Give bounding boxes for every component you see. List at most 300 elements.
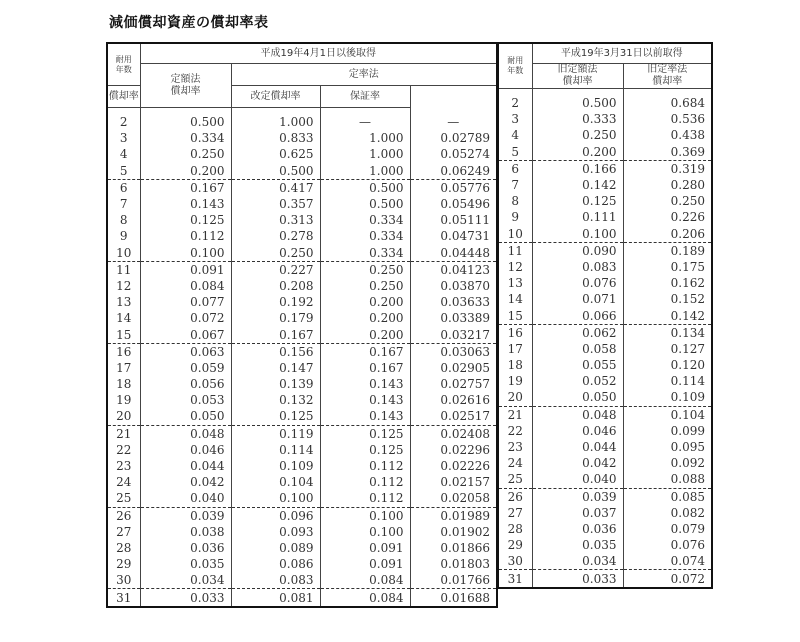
cell-db: 0.120 bbox=[623, 357, 712, 373]
cell-gua: 0.02157 bbox=[410, 474, 497, 490]
cell-life: 20 bbox=[107, 408, 140, 425]
table-row bbox=[107, 392, 497, 408]
cell-rev: 0.334 bbox=[320, 245, 410, 262]
table-row bbox=[107, 343, 497, 360]
cell-rev: 0.100 bbox=[320, 507, 410, 524]
cell-db: 0.175 bbox=[623, 259, 712, 275]
cell-db: 0.226 bbox=[623, 209, 712, 225]
table-row bbox=[107, 474, 497, 490]
cell-rev: 0.143 bbox=[320, 392, 410, 408]
table-row bbox=[107, 540, 497, 556]
new-rate-body bbox=[107, 108, 497, 607]
table-row bbox=[107, 310, 497, 326]
cell-db: 0.132 bbox=[231, 392, 320, 408]
table-row bbox=[498, 160, 712, 177]
cell-db: 0.438 bbox=[623, 127, 712, 143]
table-row bbox=[498, 439, 712, 455]
old-declining-balance-rate-header-label: 旧定率法 償却率 bbox=[647, 64, 688, 87]
table-row bbox=[107, 556, 497, 572]
cell-life: 9 bbox=[107, 228, 140, 244]
table-row bbox=[498, 389, 712, 406]
cell-life: 25 bbox=[107, 490, 140, 507]
cell-sl: 0.048 bbox=[140, 425, 231, 442]
cell-life: 28 bbox=[498, 521, 532, 537]
cell-rev: 0.091 bbox=[320, 556, 410, 572]
cell-sl: 0.500 bbox=[140, 108, 231, 131]
table-row bbox=[498, 144, 712, 161]
cell-life: 15 bbox=[107, 326, 140, 343]
cell-db: 0.104 bbox=[231, 474, 320, 490]
cell-db: 0.179 bbox=[231, 310, 320, 326]
cell-db: 0.092 bbox=[623, 455, 712, 471]
cell-sl: 0.038 bbox=[140, 524, 231, 540]
table-row bbox=[498, 341, 712, 357]
cell-gua: 0.05776 bbox=[410, 179, 497, 196]
cell-db: 0.162 bbox=[623, 275, 712, 291]
table-row bbox=[498, 406, 712, 423]
cell-rev: 0.112 bbox=[320, 458, 410, 474]
cell-sl: 0.167 bbox=[140, 179, 231, 196]
db-guarantee-rate-header: 保証率 bbox=[320, 86, 410, 108]
cell-rev: 0.334 bbox=[320, 228, 410, 244]
cell-sl: 0.046 bbox=[532, 423, 623, 439]
table-row bbox=[498, 275, 712, 291]
cell-rev: 1.000 bbox=[320, 163, 410, 180]
cell-db: 0.114 bbox=[623, 373, 712, 389]
straight-line-rate-header bbox=[140, 64, 231, 108]
cell-sl: 0.036 bbox=[140, 540, 231, 556]
cell-sl: 0.166 bbox=[532, 160, 623, 177]
table-row bbox=[107, 261, 497, 278]
table-row bbox=[498, 373, 712, 389]
cell-db: 0.134 bbox=[623, 324, 712, 341]
page-title: 減価償却資産の償却率表 bbox=[109, 15, 269, 31]
cell-rev: 0.100 bbox=[320, 524, 410, 540]
cell-db: 0.208 bbox=[231, 278, 320, 294]
cell-life: 2 bbox=[498, 89, 532, 112]
cell-gua: 0.05274 bbox=[410, 146, 497, 162]
table-row bbox=[498, 553, 712, 570]
cell-sl: 0.034 bbox=[140, 572, 231, 589]
cell-life: 26 bbox=[498, 488, 532, 505]
cell-gua: 0.03389 bbox=[410, 310, 497, 326]
table-row bbox=[107, 294, 497, 310]
cell-db: 0.076 bbox=[623, 537, 712, 553]
cell-db: 0.147 bbox=[231, 360, 320, 376]
cell-db: 0.357 bbox=[231, 196, 320, 212]
cell-sl: 0.334 bbox=[140, 130, 231, 146]
table-row bbox=[498, 537, 712, 553]
table-row bbox=[107, 360, 497, 376]
cell-db: 0.086 bbox=[231, 556, 320, 572]
cell-sl: 0.059 bbox=[140, 360, 231, 376]
cell-gua: 0.02789 bbox=[410, 130, 497, 146]
cell-rev: 0.084 bbox=[320, 589, 410, 607]
cell-life: 4 bbox=[107, 146, 140, 162]
cell-life: 22 bbox=[107, 442, 140, 458]
cell-life: 21 bbox=[107, 425, 140, 442]
table-row bbox=[107, 196, 497, 212]
cell-life: 21 bbox=[498, 406, 532, 423]
cell-life: 9 bbox=[498, 209, 532, 225]
table-row bbox=[107, 589, 497, 607]
table-row bbox=[107, 163, 497, 180]
cell-sl: 0.200 bbox=[140, 163, 231, 180]
cell-life: 17 bbox=[498, 341, 532, 357]
cell-sl: 0.033 bbox=[140, 589, 231, 607]
table-row bbox=[107, 490, 497, 507]
table-row bbox=[498, 570, 712, 588]
cell-life: 3 bbox=[107, 130, 140, 146]
cell-life: 7 bbox=[498, 177, 532, 193]
cell-life: 30 bbox=[498, 553, 532, 570]
cell-sl: 0.063 bbox=[140, 343, 231, 360]
cell-gua: 0.02757 bbox=[410, 376, 497, 392]
cell-rev: 1.000 bbox=[320, 130, 410, 146]
cell-gua: 0.02616 bbox=[410, 392, 497, 408]
cell-sl: 0.035 bbox=[532, 537, 623, 553]
cell-life: 22 bbox=[498, 423, 532, 439]
cell-rev: — bbox=[320, 108, 410, 131]
cell-sl: 0.071 bbox=[532, 291, 623, 307]
cell-db: 0.081 bbox=[231, 589, 320, 607]
cell-gua: 0.01989 bbox=[410, 507, 497, 524]
cell-rev: 0.125 bbox=[320, 425, 410, 442]
straight-line-rate-header-label: 定額法 償却率 bbox=[170, 73, 201, 97]
cell-db: 0.227 bbox=[231, 261, 320, 278]
old-straight-line-rate-header-label: 旧定額法 償却率 bbox=[557, 64, 598, 87]
cell-life: 10 bbox=[107, 245, 140, 262]
cell-gua: 0.03633 bbox=[410, 294, 497, 310]
old-rate-table bbox=[497, 42, 713, 589]
table-row bbox=[498, 324, 712, 341]
table-row bbox=[498, 242, 712, 259]
cell-db: 0.114 bbox=[231, 442, 320, 458]
cell-db: 0.417 bbox=[231, 179, 320, 196]
cell-db: 0.072 bbox=[623, 570, 712, 588]
table-row bbox=[498, 127, 712, 143]
cell-gua: 0.01902 bbox=[410, 524, 497, 540]
cell-gua: 0.04123 bbox=[410, 261, 497, 278]
cell-db: 0.079 bbox=[623, 521, 712, 537]
table-row bbox=[498, 111, 712, 127]
cell-life: 31 bbox=[107, 589, 140, 607]
cell-gua: 0.04448 bbox=[410, 245, 497, 262]
cell-sl: 0.048 bbox=[532, 406, 623, 423]
cell-sl: 0.066 bbox=[532, 307, 623, 324]
cell-gua: 0.05111 bbox=[410, 212, 497, 228]
old-rate-body bbox=[498, 89, 712, 588]
cell-gua: — bbox=[410, 108, 497, 131]
cell-db: 0.109 bbox=[231, 458, 320, 474]
cell-life: 18 bbox=[498, 357, 532, 373]
cell-life: 17 bbox=[107, 360, 140, 376]
table-row bbox=[107, 212, 497, 228]
table-row bbox=[498, 307, 712, 324]
cell-db: 0.313 bbox=[231, 212, 320, 228]
cell-gua: 0.02408 bbox=[410, 425, 497, 442]
cell-gua: 0.01766 bbox=[410, 572, 497, 589]
cell-life: 12 bbox=[107, 278, 140, 294]
cell-sl: 0.044 bbox=[140, 458, 231, 474]
cell-life: 13 bbox=[107, 294, 140, 310]
cell-db: 0.536 bbox=[623, 111, 712, 127]
old-life-years-header-label: 耐用 年数 bbox=[507, 56, 524, 75]
table-row bbox=[107, 179, 497, 196]
cell-rev: 0.500 bbox=[320, 179, 410, 196]
cell-rev: 0.143 bbox=[320, 376, 410, 392]
cell-life: 14 bbox=[107, 310, 140, 326]
cell-rev: 0.167 bbox=[320, 360, 410, 376]
table-row bbox=[498, 177, 712, 193]
table-row bbox=[107, 228, 497, 244]
cell-sl: 0.044 bbox=[532, 439, 623, 455]
table-row bbox=[107, 458, 497, 474]
cell-life: 14 bbox=[498, 291, 532, 307]
cell-life: 11 bbox=[107, 261, 140, 278]
cell-db: 0.500 bbox=[231, 163, 320, 180]
cell-sl: 0.200 bbox=[532, 144, 623, 161]
cell-gua: 0.02296 bbox=[410, 442, 497, 458]
cell-sl: 0.058 bbox=[532, 341, 623, 357]
cell-sl: 0.125 bbox=[140, 212, 231, 228]
cell-db: 0.684 bbox=[623, 89, 712, 112]
cell-life: 28 bbox=[107, 540, 140, 556]
cell-sl: 0.090 bbox=[532, 242, 623, 259]
table-row bbox=[107, 278, 497, 294]
cell-db: 0.088 bbox=[623, 471, 712, 488]
cell-db: 0.278 bbox=[231, 228, 320, 244]
cell-life: 5 bbox=[498, 144, 532, 161]
cell-db: 0.125 bbox=[231, 408, 320, 425]
table-row bbox=[498, 521, 712, 537]
cell-gua: 0.03870 bbox=[410, 278, 497, 294]
cell-db: 0.369 bbox=[623, 144, 712, 161]
cell-sl: 0.333 bbox=[532, 111, 623, 127]
table-row bbox=[498, 505, 712, 521]
db-rate-header: 償却率 bbox=[107, 86, 140, 108]
cell-sl: 0.067 bbox=[140, 326, 231, 343]
cell-gua: 0.02226 bbox=[410, 458, 497, 474]
cell-sl: 0.050 bbox=[532, 389, 623, 406]
cell-life: 8 bbox=[498, 193, 532, 209]
cell-sl: 0.042 bbox=[532, 455, 623, 471]
cell-gua: 0.01803 bbox=[410, 556, 497, 572]
table-row bbox=[498, 357, 712, 373]
cell-gua: 0.01866 bbox=[410, 540, 497, 556]
cell-sl: 0.125 bbox=[532, 193, 623, 209]
cell-sl: 0.035 bbox=[140, 556, 231, 572]
cell-db: 0.250 bbox=[231, 245, 320, 262]
table-row bbox=[498, 209, 712, 225]
cell-gua: 0.03217 bbox=[410, 326, 497, 343]
cell-sl: 0.077 bbox=[140, 294, 231, 310]
cell-sl: 0.111 bbox=[532, 209, 623, 225]
cell-sl: 0.091 bbox=[140, 261, 231, 278]
table-row bbox=[498, 291, 712, 307]
cell-gua: 0.02058 bbox=[410, 490, 497, 507]
cell-sl: 0.039 bbox=[140, 507, 231, 524]
cell-gua: 0.06249 bbox=[410, 163, 497, 180]
cell-sl: 0.083 bbox=[532, 259, 623, 275]
cell-life: 29 bbox=[107, 556, 140, 572]
cell-rev: 0.091 bbox=[320, 540, 410, 556]
cell-life: 19 bbox=[498, 373, 532, 389]
cell-db: 0.625 bbox=[231, 146, 320, 162]
cell-rev: 0.250 bbox=[320, 278, 410, 294]
table-row bbox=[107, 130, 497, 146]
cell-db: 0.192 bbox=[231, 294, 320, 310]
cell-life: 30 bbox=[107, 572, 140, 589]
cell-db: 0.142 bbox=[623, 307, 712, 324]
cell-life: 20 bbox=[498, 389, 532, 406]
cell-gua: 0.02905 bbox=[410, 360, 497, 376]
cell-db: 0.833 bbox=[231, 130, 320, 146]
cell-sl: 0.062 bbox=[532, 324, 623, 341]
cell-sl: 0.050 bbox=[140, 408, 231, 425]
cell-rev: 0.250 bbox=[320, 261, 410, 278]
table-row bbox=[498, 259, 712, 275]
cell-life: 19 bbox=[107, 392, 140, 408]
cell-rev: 0.200 bbox=[320, 294, 410, 310]
cell-sl: 0.142 bbox=[532, 177, 623, 193]
cell-sl: 0.034 bbox=[532, 553, 623, 570]
cell-sl: 0.112 bbox=[140, 228, 231, 244]
cell-sl: 0.143 bbox=[140, 196, 231, 212]
cell-rev: 0.084 bbox=[320, 572, 410, 589]
table-row bbox=[498, 488, 712, 505]
table-row bbox=[107, 425, 497, 442]
cell-db: 0.100 bbox=[231, 490, 320, 507]
table-row bbox=[107, 108, 497, 131]
cell-gua: 0.01688 bbox=[410, 589, 497, 607]
cell-rev: 0.200 bbox=[320, 326, 410, 343]
cell-db: 0.206 bbox=[623, 226, 712, 243]
post-h19-group-header: 平成19年4月1日以後取得 bbox=[140, 43, 497, 64]
cell-life: 27 bbox=[498, 505, 532, 521]
cell-db: 0.152 bbox=[623, 291, 712, 307]
cell-sl: 0.055 bbox=[532, 357, 623, 373]
life-years-header-label: 耐用 年数 bbox=[115, 54, 132, 74]
cell-db: 1.000 bbox=[231, 108, 320, 131]
cell-sl: 0.037 bbox=[532, 505, 623, 521]
cell-life: 3 bbox=[498, 111, 532, 127]
cell-db: 0.099 bbox=[623, 423, 712, 439]
cell-life: 16 bbox=[498, 324, 532, 341]
pre-h19-group-header: 平成19年3月31日以前取得 bbox=[532, 43, 712, 64]
cell-sl: 0.053 bbox=[140, 392, 231, 408]
cell-life: 23 bbox=[107, 458, 140, 474]
table-row bbox=[498, 471, 712, 488]
cell-sl: 0.072 bbox=[140, 310, 231, 326]
cell-life: 29 bbox=[498, 537, 532, 553]
table-row bbox=[107, 507, 497, 524]
cell-rev: 0.143 bbox=[320, 408, 410, 425]
cell-db: 0.127 bbox=[623, 341, 712, 357]
declining-balance-group-header: 定率法 bbox=[231, 64, 497, 86]
cell-db: 0.139 bbox=[231, 376, 320, 392]
life-years-header bbox=[107, 43, 140, 86]
cell-life: 31 bbox=[498, 570, 532, 588]
cell-sl: 0.039 bbox=[532, 488, 623, 505]
cell-db: 0.156 bbox=[231, 343, 320, 360]
cell-sl: 0.042 bbox=[140, 474, 231, 490]
cell-sl: 0.100 bbox=[532, 226, 623, 243]
cell-life: 23 bbox=[498, 439, 532, 455]
cell-sl: 0.076 bbox=[532, 275, 623, 291]
cell-sl: 0.040 bbox=[140, 490, 231, 507]
cell-gua: 0.02517 bbox=[410, 408, 497, 425]
cell-life: 16 bbox=[107, 343, 140, 360]
cell-life: 2 bbox=[107, 108, 140, 131]
table-row bbox=[498, 193, 712, 209]
cell-db: 0.280 bbox=[623, 177, 712, 193]
cell-life: 7 bbox=[107, 196, 140, 212]
cell-life: 10 bbox=[498, 226, 532, 243]
cell-db: 0.189 bbox=[623, 242, 712, 259]
table-row bbox=[107, 376, 497, 392]
cell-rev: 0.112 bbox=[320, 490, 410, 507]
cell-db: 0.089 bbox=[231, 540, 320, 556]
cell-db: 0.096 bbox=[231, 507, 320, 524]
cell-rev: 0.112 bbox=[320, 474, 410, 490]
cell-life: 25 bbox=[498, 471, 532, 488]
cell-db: 0.082 bbox=[623, 505, 712, 521]
cell-rev: 0.167 bbox=[320, 343, 410, 360]
cell-life: 26 bbox=[107, 507, 140, 524]
cell-rev: 0.500 bbox=[320, 196, 410, 212]
cell-life: 4 bbox=[498, 127, 532, 143]
cell-rev: 1.000 bbox=[320, 146, 410, 162]
cell-sl: 0.500 bbox=[532, 89, 623, 112]
cell-life: 15 bbox=[498, 307, 532, 324]
cell-rev: 0.125 bbox=[320, 442, 410, 458]
cell-life: 5 bbox=[107, 163, 140, 180]
cell-sl: 0.036 bbox=[532, 521, 623, 537]
cell-db: 0.167 bbox=[231, 326, 320, 343]
cell-rev: 0.334 bbox=[320, 212, 410, 228]
cell-life: 12 bbox=[498, 259, 532, 275]
cell-sl: 0.250 bbox=[140, 146, 231, 162]
cell-life: 27 bbox=[107, 524, 140, 540]
table-row bbox=[498, 423, 712, 439]
cell-sl: 0.056 bbox=[140, 376, 231, 392]
cell-sl: 0.052 bbox=[532, 373, 623, 389]
cell-life: 8 bbox=[107, 212, 140, 228]
new-rate-table bbox=[106, 42, 498, 608]
cell-life: 6 bbox=[107, 179, 140, 196]
table-row bbox=[498, 89, 712, 112]
cell-db: 0.085 bbox=[623, 488, 712, 505]
cell-life: 13 bbox=[498, 275, 532, 291]
cell-sl: 0.100 bbox=[140, 245, 231, 262]
cell-sl: 0.250 bbox=[532, 127, 623, 143]
cell-life: 24 bbox=[107, 474, 140, 490]
cell-db: 0.074 bbox=[623, 553, 712, 570]
cell-life: 11 bbox=[498, 242, 532, 259]
old-straight-line-rate-header bbox=[532, 64, 623, 89]
old-declining-balance-rate-header bbox=[623, 64, 712, 89]
cell-gua: 0.05496 bbox=[410, 196, 497, 212]
table-row bbox=[107, 245, 497, 262]
cell-db: 0.095 bbox=[623, 439, 712, 455]
table-row bbox=[498, 455, 712, 471]
cell-rev: 0.200 bbox=[320, 310, 410, 326]
cell-sl: 0.084 bbox=[140, 278, 231, 294]
cell-sl: 0.040 bbox=[532, 471, 623, 488]
cell-gua: 0.04731 bbox=[410, 228, 497, 244]
old-life-years-header bbox=[498, 43, 532, 89]
